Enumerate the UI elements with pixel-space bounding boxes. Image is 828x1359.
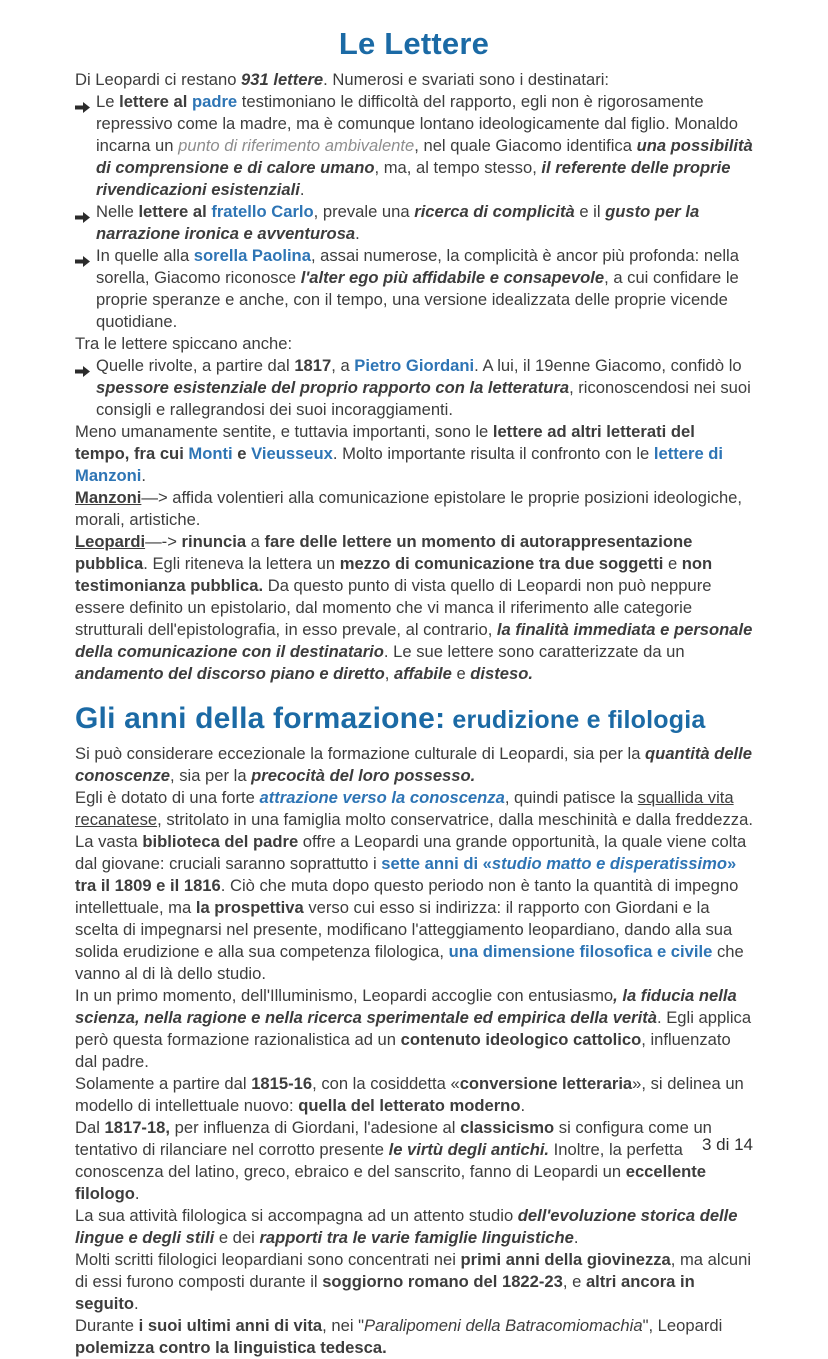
arrow-bullet-icon	[75, 207, 90, 218]
paragraph-formazione-4: In un primo momento, dell'Illuminismo, Leopardi accoglie con entusiasmo, la fiducia nella scienza, nella ragione e nella ricerca sperimentale ed empirica della verità. Egli applica però questa formazione razionalistica ad un contenuto ideologico cattolico, influenzato dal padre.	[75, 986, 752, 1071]
paragraph-formazione-1: Si può considerare eccezionale la formazione culturale di Leopardi, sia per la quantità delle conoscenze, sia per la precocità del loro possesso.	[75, 744, 752, 785]
page-number: 3 di 14	[701, 1135, 753, 1154]
intro-paragraph: Di Leopardi ci restano 931 lettere. Numerosi e svariati sono i destinatari:	[75, 70, 610, 89]
bullet-text: Quelle rivolte, a partire dal 1817, a Pietro Giordani. A lui, il 19enne Giacomo, confidò lo spessore esistenziale del proprio rapporto con la letteratura, riconoscendosi nei suoi consigli e rallegrandosi dei suoi incoraggiamenti.	[96, 356, 751, 419]
section-heading-sub: erudizione e filologia	[445, 706, 706, 734]
arrow-bullet-icon	[75, 251, 90, 262]
paragraph-leopardi: Leopardi—-> rinuncia a fare delle lettere un momento di autorappresentazione pubblica. Egli riteneva la lettera un mezzo di comunicazione tra due soggetti e non testimonianza pubblica. Da questo punto di vista quello di Leopardi non può neppure essere definito un epistolario, dal momento che vi manca il riferimento alle categorie strutturali dell'epistolografia, in esso prevale, al contrario, la finalità immediata e personale della comunicazione con il destinatario. Le sue lettere sono caratterizzate da un andamento del discorso piano e diretto, affabile e disteso.	[75, 532, 753, 683]
paragraph-formazione-8: Molti scritti filologici leopardiani sono concentrati nei primi anni della giovinezza, ma alcuni di essi furono composti durante il soggiorno romano del 1822-23, e altri ancora in seguito.	[75, 1250, 752, 1313]
bullet-item-fratello-carlo	[75, 201, 753, 245]
bullet-text: Nelle lettere al fratello Carlo, prevale una ricerca di complicità e il gusto per la narrazione ironica e avventurosa.	[96, 202, 700, 243]
paragraph-formazione-6: Dal 1817-18, per influenza di Giordani, l'adesione al classicismo si configura come un tentativo di rilanciare nel corrotto presente le virtù degli antichi. Inoltre, la perfetta conoscenza del latino, greco, ebraico e del sanscrito, fanno di Leopardi un eccellente filologo.	[75, 1118, 712, 1203]
paragraph-formazione-3: La vasta biblioteca del padre offre a Leopardi una grande opportunità, la quale viene colta dal giovane: cruciali saranno soprattutto i sette anni di «studio matto e disperatissimo» tra il 1809 e il 1816. Ciò che muta dopo questo periodo non è tanto la quantità di impegno intellettuale, ma la prospettiva verso cui esso si indirizza: il rapporto con Giordani e la scelta di impegnarsi nel presente, modificano l'atteggiamento leopardiano, dando alla sua solida erudizione e alla sua competenza filologica, una dimensione filosofica e civile che vanno al di là dello studio.	[75, 832, 747, 983]
paragraph-formazione-5: Solamente a partire dal 1815-16, con la cosiddetta «conversione letteraria», si delinea un modello di intellettuale nuovo: quella del letterato moderno.	[75, 1074, 744, 1115]
paragraph-manzoni: Manzoni—> affida volentieri alla comunicazione epistolare le proprie posizioni ideologiche, morali, artistiche.	[75, 488, 743, 529]
arrow-bullet-icon	[75, 97, 90, 108]
bullet-item-sorella-paolina	[75, 245, 753, 333]
arrow-bullet-icon	[75, 361, 90, 372]
bullet-text: In quelle alla sorella Paolina, assai numerose, la complicità è ancor più profonda: nella sorella, Giacomo riconosce l'alter ego più affidabile e consapevole, a cui confidare le proprie speranze e anche, con il tempo, una versione idealizzata delle proprie vicende quotidiane.	[96, 246, 739, 331]
section-heading-main: Gli anni della formazione:	[75, 702, 446, 735]
paragraph-formazione-9: Durante i suoi ultimi anni di vita, nei "Paralipomeni della Batracomiomachia", Leopardi polemizza contro la linguistica tedesca.	[75, 1316, 723, 1357]
bullet-item-lettere-al-padre	[75, 91, 753, 201]
bullet-item-pietro-giordani	[75, 355, 753, 421]
paragraph-formazione-2: Egli è dotato di una forte attrazione verso la conoscenza, quindi patisce la squallida vita recanatese, stritolato in una famiglia molto conservatrice, dalla meschinità e dalla freddezza.	[75, 788, 753, 829]
section-heading-formazione	[75, 701, 753, 739]
bullet-text: Le lettere al padre testimoniano le difficoltà del rapporto, egli non è rigorosamente repressivo come la madre, ma è comunque lontano ideologicamente dal figlio. Monaldo incarna un punto di riferimento ambivalente, nel quale Giacomo identifica una possibilità di comprensione e di calore umano, ma, al tempo stesso, il referente delle proprie rivendicazioni esistenziali.	[96, 92, 753, 199]
paragraph-altri-letterati: Meno umanamente sentite, e tuttavia importanti, sono le lettere ad altri letterati del tempo, fra cui Monti e Vieusseux. Molto importante risulta il confronto con le lettere di Manzoni.	[75, 422, 724, 485]
paragraph-formazione-7: La sua attività filologica si accompagna ad un attento studio dell'evoluzione storica delle lingue e degli stili e dei rapporti tra le varie famiglie linguistiche.	[75, 1206, 738, 1247]
page-title: Le Lettere	[338, 26, 490, 61]
paragraph-tra-le-lettere: Tra le lettere spiccano anche:	[75, 334, 293, 353]
